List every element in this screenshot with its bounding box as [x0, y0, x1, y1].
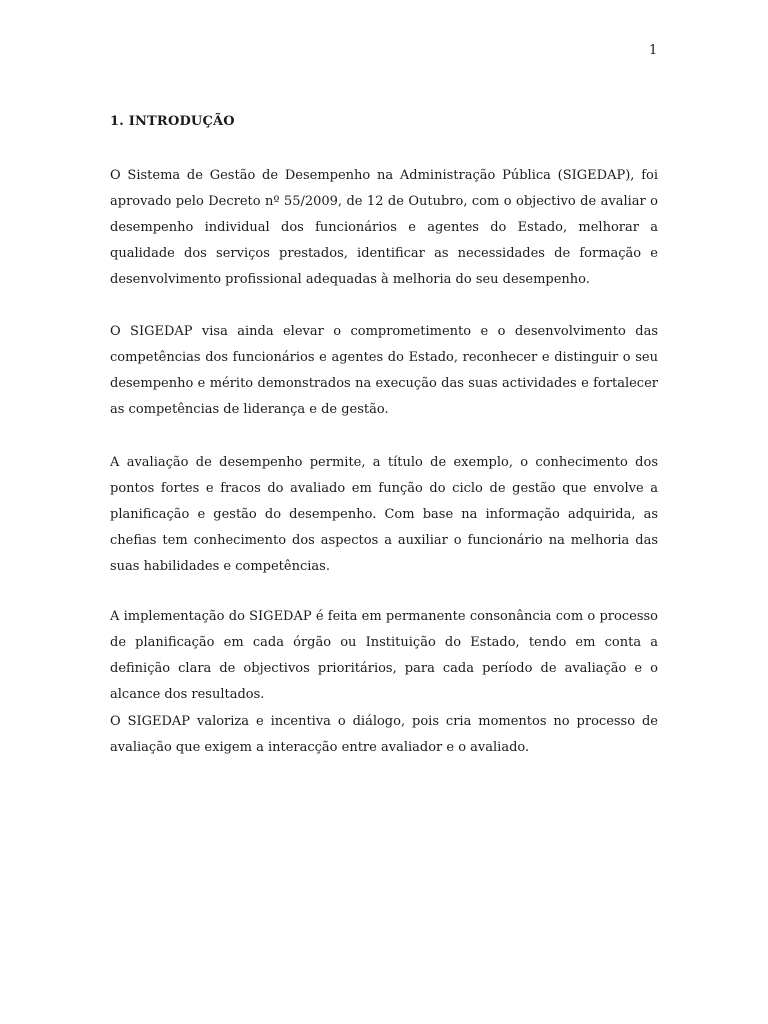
paragraph-3: A avaliação de desempenho permite, a título de exemplo, o conhecimento dos pontos fortes e fracos do avaliado em função do ciclo de gestão que envolve a planificação e gestão do desempenho. Com base na informação adquirida, as chefias tem conhecimento dos aspectos a auxiliar o funcionário na melhoria das suas habilidades e competências. [110, 455, 658, 574]
page-number: 1 [649, 43, 658, 58]
paragraph-4: A implementação do SIGEDAP é feita em permanente consonância com o processo de planificação em cada órgão ou Instituição do Estado, tendo em conta a definição clara de objectivos prioritários, para cada período de avaliação e o alcance dos resultados. [110, 609, 658, 702]
paragraph-5: O SIGEDAP valoriza e incentiva o diálogo, pois cria momentos no processo de avaliação que exigem a interacção entre avaliador e o avaliado. [110, 714, 658, 755]
paragraph-2: O SIGEDAP visa ainda elevar o comprometimento e o desenvolvimento das competências dos funcionários e agentes do Estado, reconhecer e distinguir o seu desempenho e mérito demonstrados na execução das suas actividades e fortalecer as competências de liderança e de gestão. [110, 324, 658, 417]
paragraph-1: O Sistema de Gestão de Desempenho na Administração Pública (SIGEDAP), foi aprovado pelo Decreto nº 55/2009, de 12 de Outubro, com o objectivo de avaliar o desempenho individual dos funcionários e agentes do Estado, melhorar a qualidade dos serviços prestados, identificar as necessidades de formação e desenvolvimento profissional adequadas à melhoria do seu desempenho. [110, 168, 658, 287]
section-heading: 1. INTRODUÇÃO [110, 114, 235, 129]
